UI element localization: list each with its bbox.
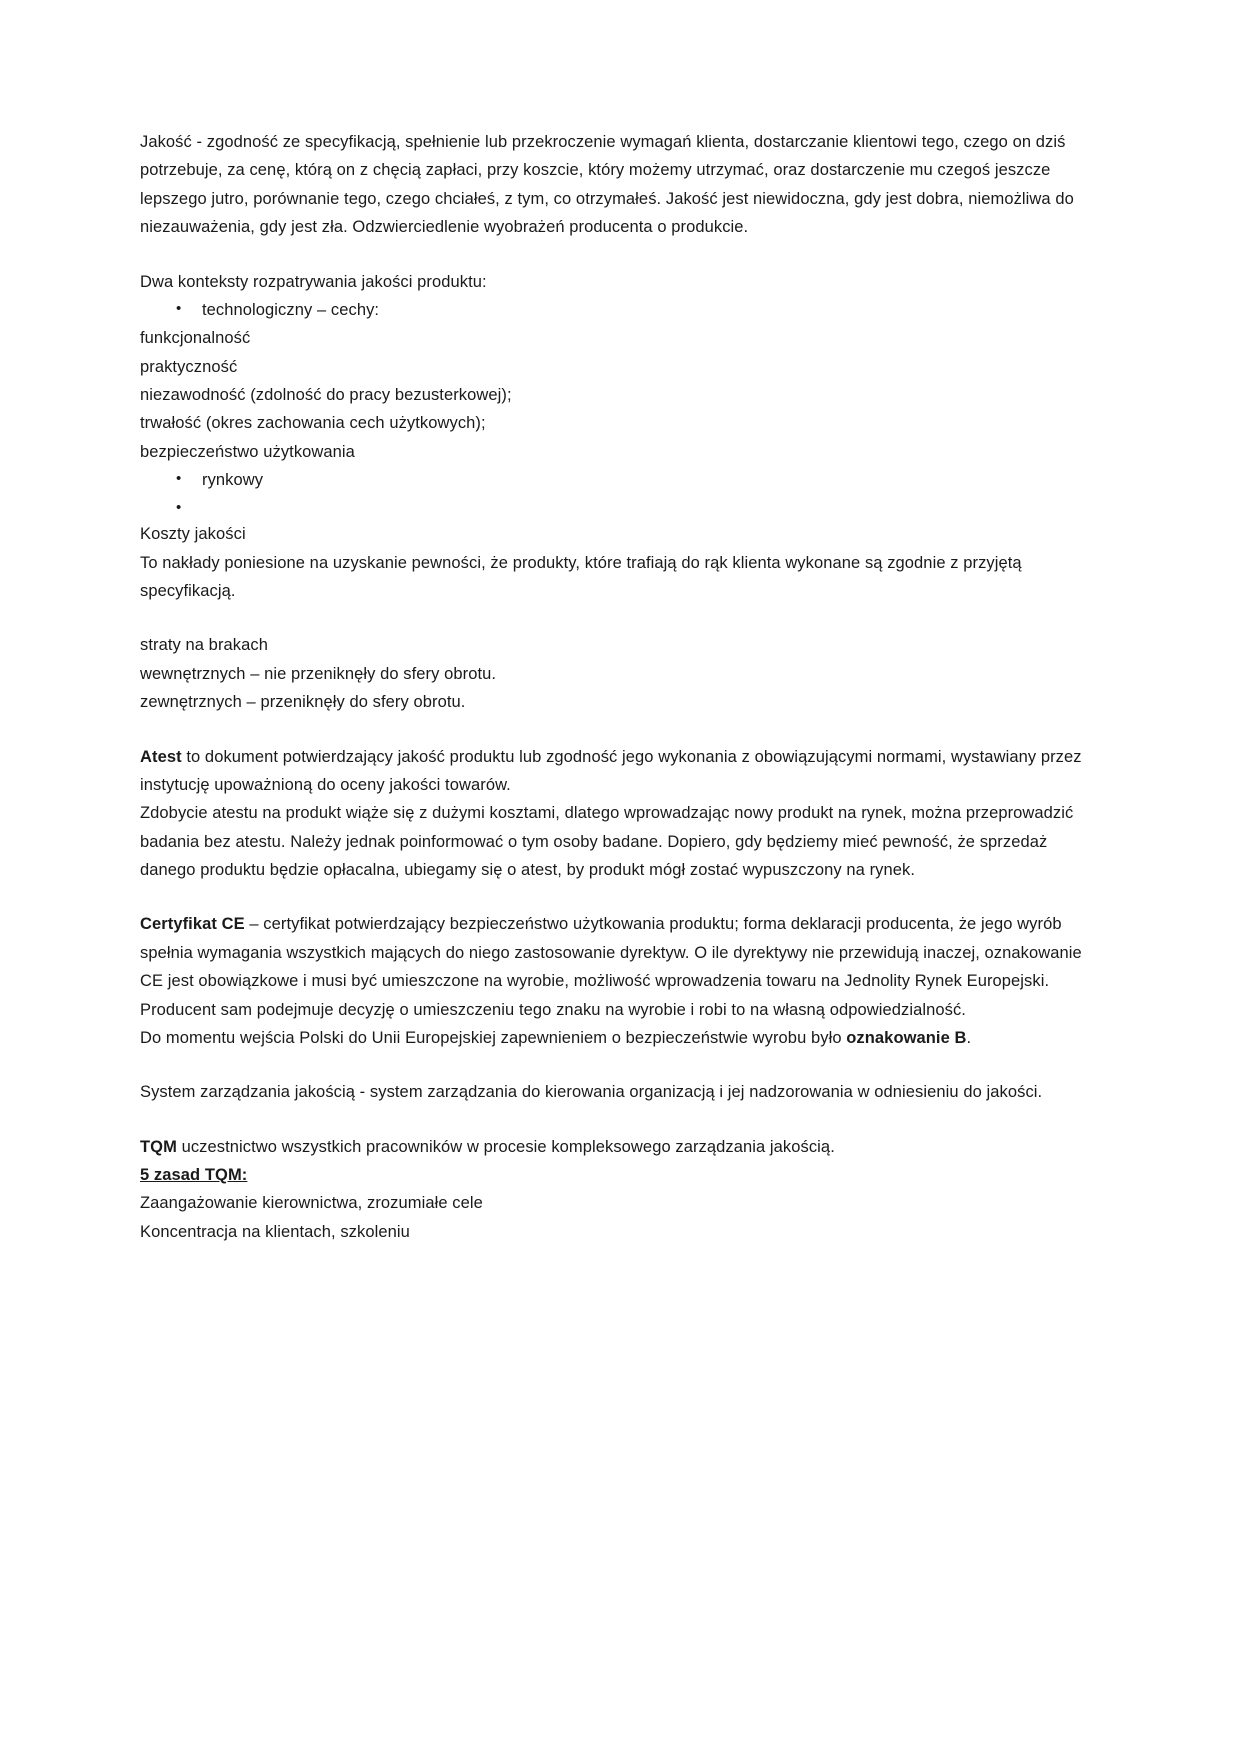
paragraph-trwalosc: trwałość (okres zachowania cech użytkowych); (140, 414, 486, 433)
paragraph-koszty-opis: To nakłady poniesione na uzyskanie pewności, że produkty, które trafiają do rąk klienta wykonane są zgodnie z przyjętą specyfikacją. (140, 553, 1022, 601)
spacer (140, 884, 1100, 910)
bullet-icon (176, 296, 202, 322)
paragraph-jakosc-definition: Jakość - zgodność ze specyfikacją, spełnienie lub przekroczenie wymagań klienta, dostarczanie klientowi tego, czego on dziś potrzebuje, za cenę, którą on z chęcią zapłaci, przy koszcie, który możemy utrzymać, oraz dostarczenie mu czegoś jeszcze lepszego jutro, porównanie tego, czego chciałeś, z tym, co otrzymałeś. Jakość jest niewidoczna, gdy jest dobra, niemożliwa do niezauważenia, gdy jest zła. Odzwierciedlenie wyobrażeń producenta o produkcie. (140, 133, 1074, 237)
paragraph-certyfikat-ce (140, 910, 1100, 1024)
bullet-icon (176, 466, 202, 492)
term-atest-definition: to dokument potwierdzający jakość produktu lub zgodność jego wykonania z obowiązującymi normami, wystawiany przez instytucję upoważnioną do oceny jakości towarów. (140, 747, 1082, 794)
paragraph-wewnetrznych: wewnętrznych – nie przeniknęły do sfery obrotu. (140, 664, 497, 683)
paragraph-zasada-1: Zaangażowanie kierownictwa, zrozumiałe cele (140, 1194, 483, 1213)
list-item-rynkowy (140, 466, 1100, 494)
paragraph-zewnetrznych: zewnętrznych – przeniknęły do sfery obrotu. (140, 693, 466, 712)
list-item-empty (140, 495, 1100, 521)
bullet-icon (176, 495, 202, 521)
heading-text: 5 zasad TQM: (140, 1166, 248, 1185)
spacer (140, 605, 1100, 631)
paragraph-dwa-konteksty: Dwa konteksty rozpatrywania jakości produktu: (140, 272, 487, 291)
paragraph-oznakowanie-b (140, 1024, 1100, 1052)
heading-5-zasad-tqm (140, 1161, 1100, 1189)
term-tqm: TQM (140, 1137, 177, 1156)
paragraph-funkcjonalnosc: funkcjonalność (140, 329, 251, 348)
list-item-technologiczny (140, 296, 1100, 324)
paragraph-niezawodnosc: niezawodność (zdolność do pracy bezusterkowej); (140, 386, 512, 404)
oznakowanie-b-intro: Do momentu wejścia Polski do Unii Europejskiej zapewnieniem o bezpieczeństwie wyrobu było (140, 1028, 847, 1047)
paragraph-straty-na-brakach: straty na brakach (140, 636, 268, 655)
paragraph-bezpieczenstwo: bezpieczeństwo użytkowania (140, 442, 355, 461)
paragraph-system-zarzadzania: System zarządzania jakością - system zarządzania do kierowania organizacją i jej nadzorowania w odniesieniu do jakości. (140, 1083, 1043, 1102)
spacer (140, 1052, 1100, 1078)
term-certyfikat-ce-definition: – certyfikat potwierdzający bezpieczeństwo użytkowania produktu; forma deklaracji producenta, że jego wyrób spełnia wymagania wszystkich mających do niego zastosowanie dyrektyw. O ile dyrektywy nie przewidują inaczej, oznakowanie CE jest obowiązkowe i musi być umieszczone na wyrobie, możliwość wprowadzenia towaru na Jednolity Rynek Europejski. Producent sam podejmuje decyzję o umieszczeniu tego znaku na wyrobie i robi to na własną odpowiedzialność. (140, 915, 1082, 1019)
paragraph-koszty-jakosci: Koszty jakości (140, 525, 246, 544)
paragraph-tqm (140, 1133, 1100, 1161)
paragraph-praktycznosc: praktyczność (140, 357, 238, 376)
list-item-label: rynkowy (202, 471, 264, 490)
paragraph-zasada-2: Koncentracja na klientach, szkoleniu (140, 1222, 410, 1241)
spacer (140, 1107, 1100, 1133)
paragraph-atest-opis: Zdobycie atestu na produkt wiąże się z dużymi kosztami, dlatego wprowadzając nowy produkt na rynek, można przeprowadzić badania bez atestu. Należy jednak poinformować o tym osoby badane. Dopiero, gdy będziemy mieć pewność, że sprzedaż danego produktu będzie opłacalna, ubiegamy się o atest, by produkt mógł zostać wypuszczony na rynek. (140, 804, 1074, 880)
oznakowanie-b-tail: . (966, 1028, 972, 1047)
term-certyfikat-ce: Certyfikat CE (140, 915, 245, 934)
paragraph-atest (140, 743, 1100, 800)
document-body (140, 128, 1100, 1246)
spacer (140, 717, 1100, 743)
list-item-label: technologiczny – cechy: (202, 300, 380, 319)
term-tqm-definition: uczestnictwo wszystkich pracowników w procesie kompleksowego zarządzania jakością. (176, 1137, 835, 1156)
spacer (140, 242, 1100, 268)
term-oznakowanie-b: oznakowanie B (846, 1028, 967, 1047)
term-atest: Atest (140, 747, 182, 766)
